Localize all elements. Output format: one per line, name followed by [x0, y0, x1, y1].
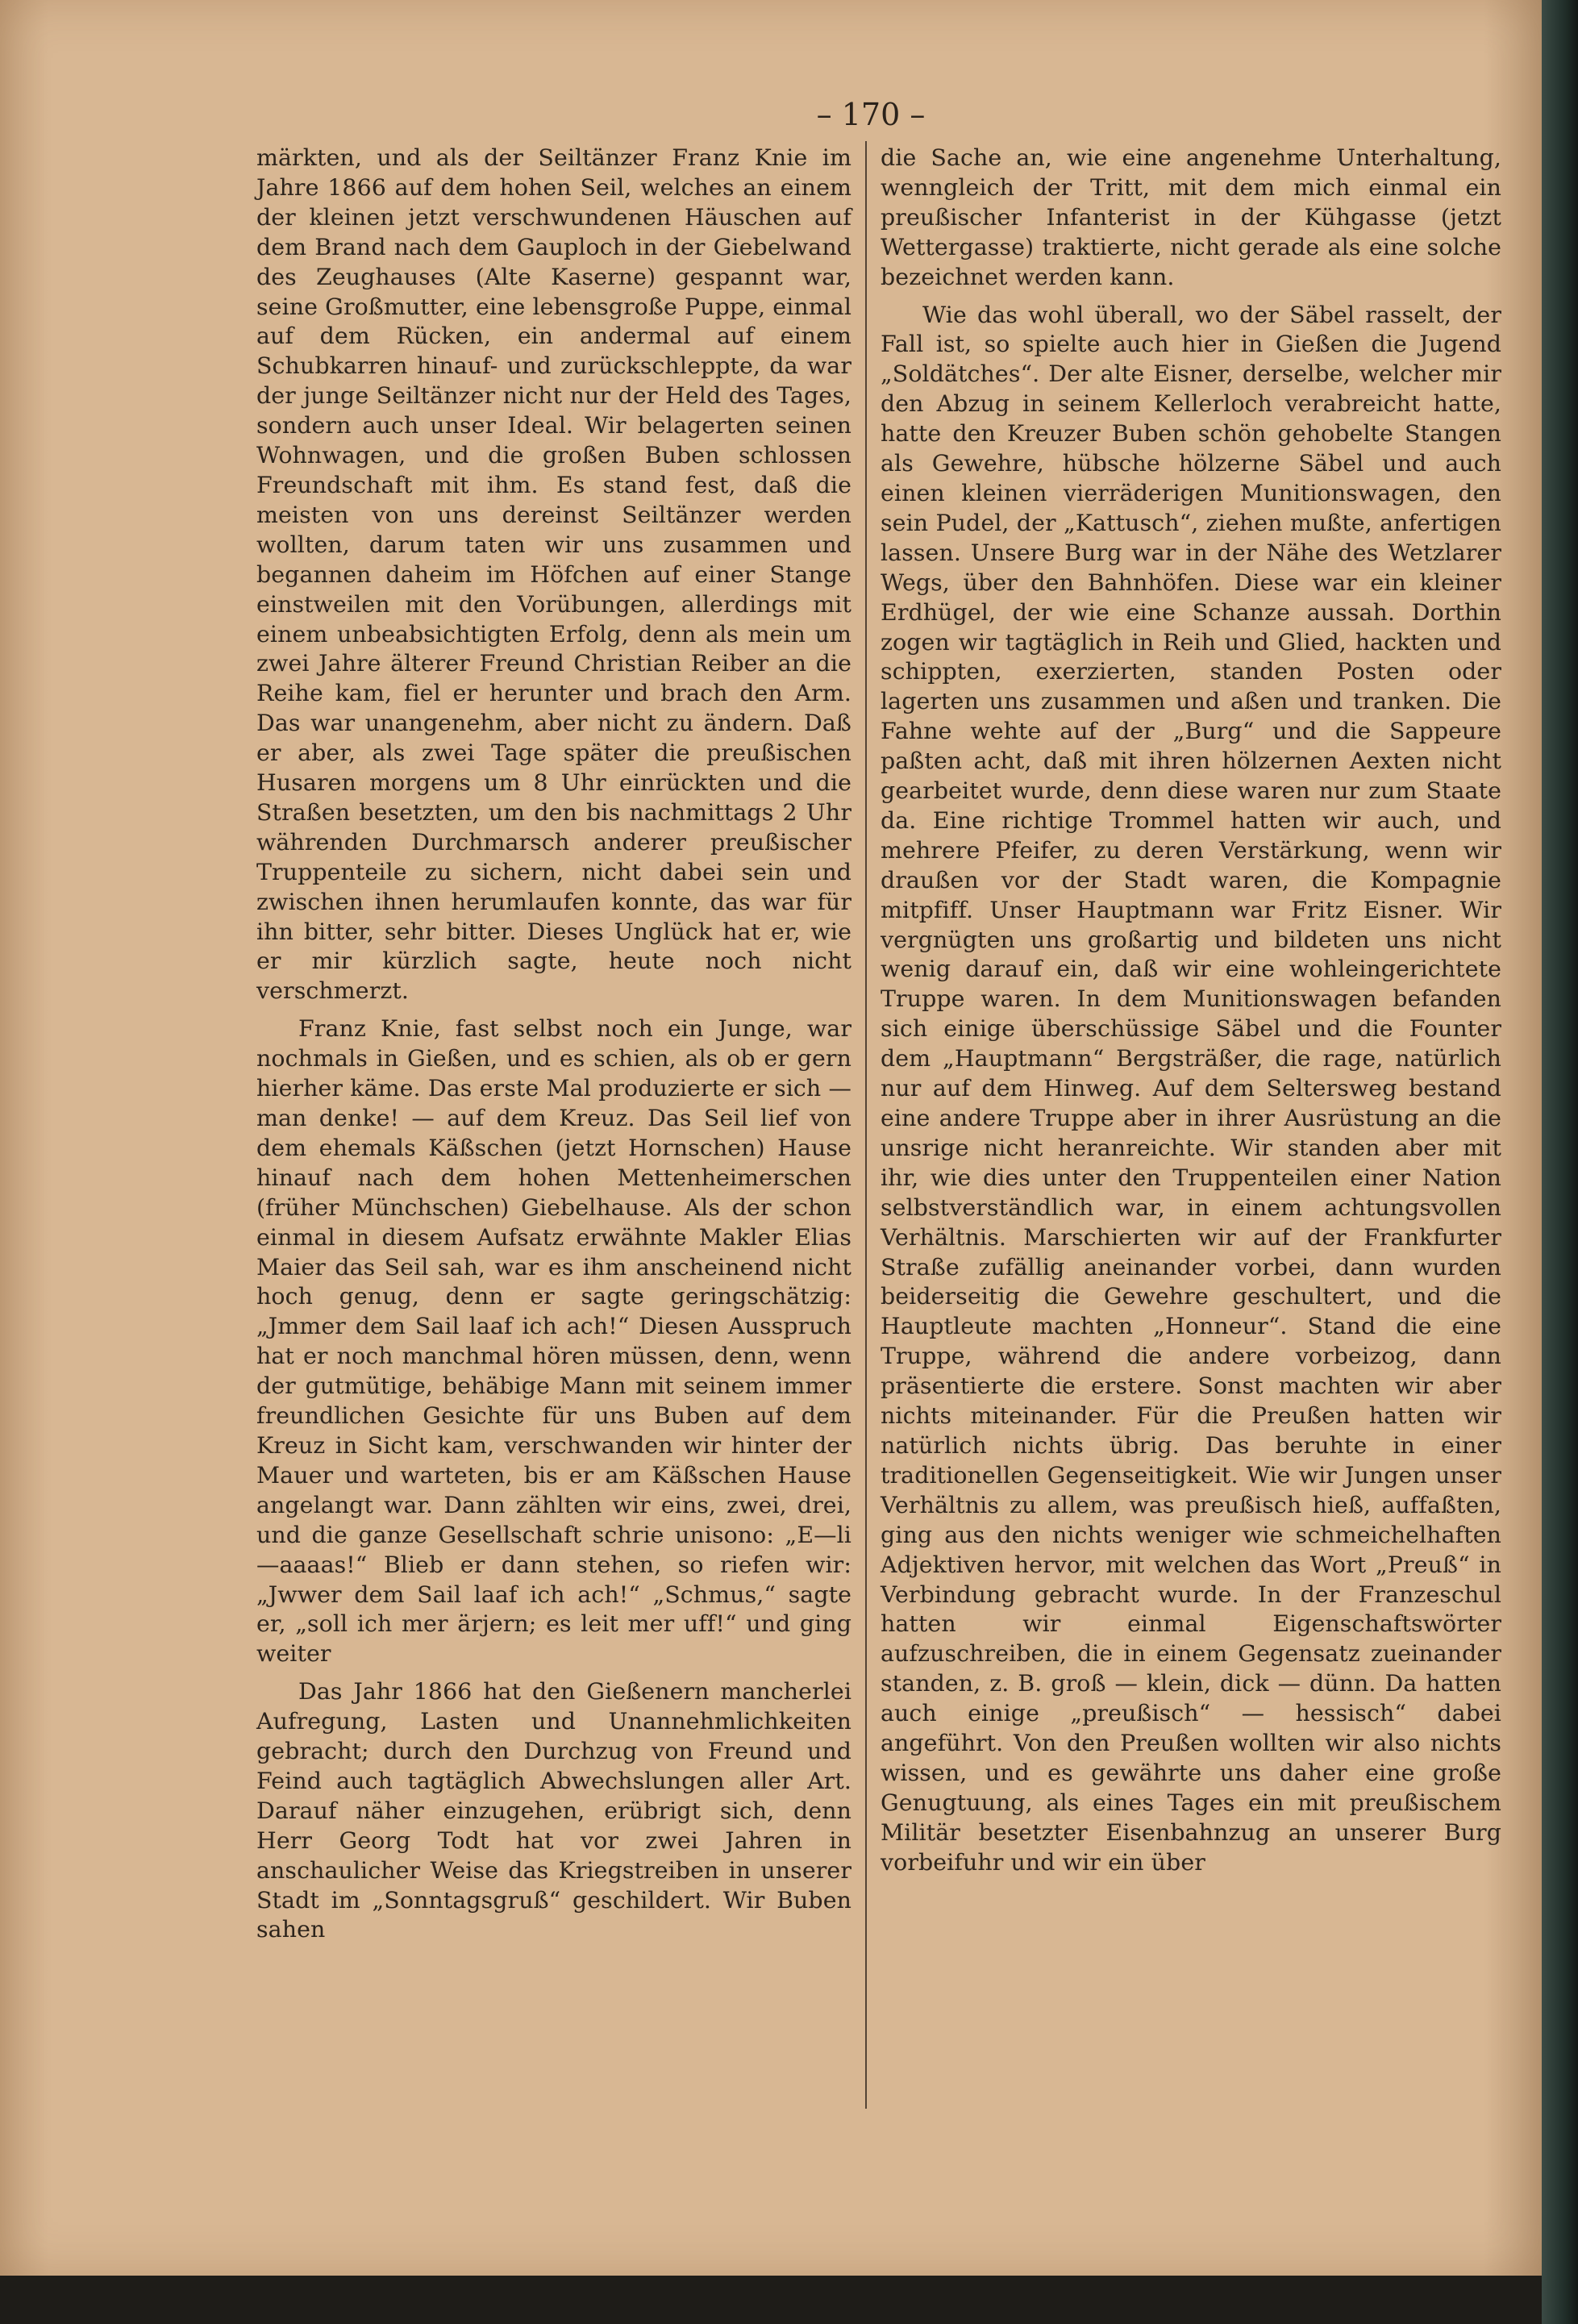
bottom-edge [0, 2276, 1542, 2324]
column-divider [865, 141, 867, 2109]
right-text-column [881, 144, 1501, 1878]
page-number: – 170 – [816, 97, 926, 132]
paragraph: Franz Knie, fast selbst noch ein Junge, war nochmals in Gießen, und es schien, als ob er gern hierher käme. Das erste Mal produzierte er sich — man denke! — auf dem Kreuz. Das Seil lief von dem ehemals Käßschen (jetzt Hornschen) Hause hinauf nach dem hohen Mettenheimerschen (früher Münchschen) Giebelhause. Als der schon einmal in diesem Aufsatz erwähnte Makler Elias Maier das Seil sah, war es ihm anscheinend nicht hoch genug, denn er sagte geringschätzig: „Jmmer dem Sail laaf ich ach!“ Diesen Ausspruch hat er noch manchmal hören müssen, denn, wenn der gutmütige, behäbige Mann mit seinem immer freundlichen Gesichte für uns Buben auf dem Kreuz in Sicht kam, verschwanden wir hinter der Mauer und warteten, bis er am Käßschen Hause angelangt war. Dann zählten wir eins, zwei, drei, und die ganze Gesellschaft schrie unisono: „E—li—aaaas!“ Blieb er dann stehen, so riefen wir: „Jwwer dem Sail laaf ich ach!“ „Schmus,“ sagte er, „soll ich mer ärjern; es leit mer uff!“ und ging weiter [256, 1015, 851, 1668]
left-text-column [256, 144, 851, 1945]
paragraph: märkten, und als der Seiltänzer Franz Knie im Jahre 1866 auf dem hohen Seil, welches an einem der kleinen jetzt verschwundenen Häuschen auf dem Brand nach dem Gauploch in der Giebelwand des Zeughauses (Alte Kaserne) gespannt war, seine Großmutter, eine lebensgroße Puppe, einmal auf dem Rücken, ein andermal auf einem Schubkarren hinauf- und zurückschleppte, da war der junge Seiltänzer nicht nur der Held des Tages, sondern auch unser Ideal. Wir belagerten seinen Wohnwagen, und die großen Buben schlossen Freundschaft mit ihm. Es stand fest, daß die meisten von uns dereinst Seiltänzer werden wollten, darum taten wir uns zusammen und begannen daheim im Höfchen auf einer Stange einstweilen mit den Vorübungen, allerdings mit einem unbeabsichtigten Erfolg, denn als mein um zwei Jahre älterer Freund Christian Reiber an die Reihe kam, fiel er herunter und brach den Arm. Das war unangenehm, aber nicht zu ändern. Daß er aber, als zwei Tage später die preußischen Husaren morgens um 8 Uhr einrückten und die Straßen besetzten, um den bis nachmittags 2 Uhr währenden Durchmarsch anderer preußischer Truppenteile zu sichern, nicht dabei sein und zwischen ihnen herumlaufen konnte, das war für ihn bitter, sehr bitter. Dieses Unglück hat er, wie er mir kürzlich sagte, heute noch nicht verschmerzt. [256, 144, 852, 1005]
book-spine-edge [1542, 0, 1578, 2324]
paragraph: die Sache an, wie eine angenehme Unterhaltung, wenngleich der Tritt, mit dem mich einmal ein preußischer Infanterist in der Kühgasse (jetzt Wettergasse) traktierte, nicht gerade als eine solche bezeichnet werden kann. [881, 144, 1501, 290]
paragraph: Wie das wohl überall, wo der Säbel rasselt, der Fall ist, so spielte auch hier in Gießen die Jugend „Soldätches“. Der alte Eisner, derselbe, welcher mir den Abzug in seinem Kellerloch verabreicht hatte, hatte den Kreuzer Buben schön gehobelte Stangen als Gewehre, hübsche hölzerne Säbel und auch einen kleinen vierräderigen Munitionswagen, den sein Pudel, der „Kattusch“, ziehen mußte, anfertigen lassen. Unsere Burg war in der Nähe des Wetzlarer Wegs, über den Bahnhöfen. Diese war ein kleiner Erdhügel, der wie eine Schanze aussah. Dorthin zogen wir tagtäglich in Reih und Glied, hackten und schippten, exerzierten, standen Posten oder lagerten uns zusammen und aßen und tranken. Die Fahne wehte auf der „Burg“ und die Sappeure paßten acht, daß mit ihren hölzernen Aexten nicht gearbeitet wurde, denn diese waren nur zum Staate da. Eine richtige Trommel hatten wir auch, und mehrere Pfeifer, zu deren Verstärkung, wenn wir draußen vor der Stadt waren, die Kompagnie mitpfiff. Unser Hauptmann war Fritz Eisner. Wir vergnügten uns großartig und bildeten uns nicht wenig darauf ein, daß wir eine wohleingerichtete Truppe waren. In dem Munitionswagen befanden sich einige überschüssige Säbel und die Founter dem „Hauptmann“ Bergsträßer, die rage, natürlich nur auf dem Hinweg. Auf dem Seltersweg bestand eine andere Truppe aber in ihrer Ausrüstung an die unsrige nicht heranreichte. Wir standen aber mit ihr, wie dies unter den Truppenteilen einer Nation selbstverständlich war, in einem achtungsvollen Verhältnis. Marschierten wir auf der Frankfurter Straße zufällig aneinander vorbei, dann wurden beiderseitig die Gewehre geschultert, und die Hauptleute machten „Honneur“. Stand die eine Truppe, während die andere vorbeizog, dann präsentierte die erstere. Sonst machten wir aber nichts miteinander. Für die Preußen hatten wir natürlich nichts übrig. Das beruhte in einer traditionellen Gegenseitigkeit. Wie wir Jungen unser Verhältnis zu allem, was preußisch hieß, auffaßten, ging aus den nichts weniger wie schmeichelhaften Adjektiven hervor, mit welchen das Wort „Preuß“ in Verbindung gebracht wurde. In der Franzeschul hatten wir einmal Eigenschaftswörter aufzuschreiben, die in einem Gegensatz zueinander standen, z. B. groß — klein, dick — dünn. Da hatten auch einige „preußisch“ — hessisch“ dabei angeführt. Von den Preußen wollten wir also nichts wissen, und es gewährte uns daher eine große Genugtuung, als eines Tages ein mit preußischem Militär besetzter Eisenbahnzug an unserer Burg vorbeifuhr und wir ein über [881, 301, 1501, 1876]
paragraph: Das Jahr 1866 hat den Gießenern mancherlei Aufregung, Lasten und Unannehmlichkeiten gebracht; durch den Durchzug von Freund und Feind auch tagtäglich Abwechslungen aller Art. Darauf näher einzugehen, erübrigt sich, denn Herr Georg Todt hat vor zwei Jahren in anschaulicher Weise das Kriegstreiben in unserer Stadt im „Sonntagsgruß“ geschildert. Wir Buben sahen [256, 1678, 851, 1943]
